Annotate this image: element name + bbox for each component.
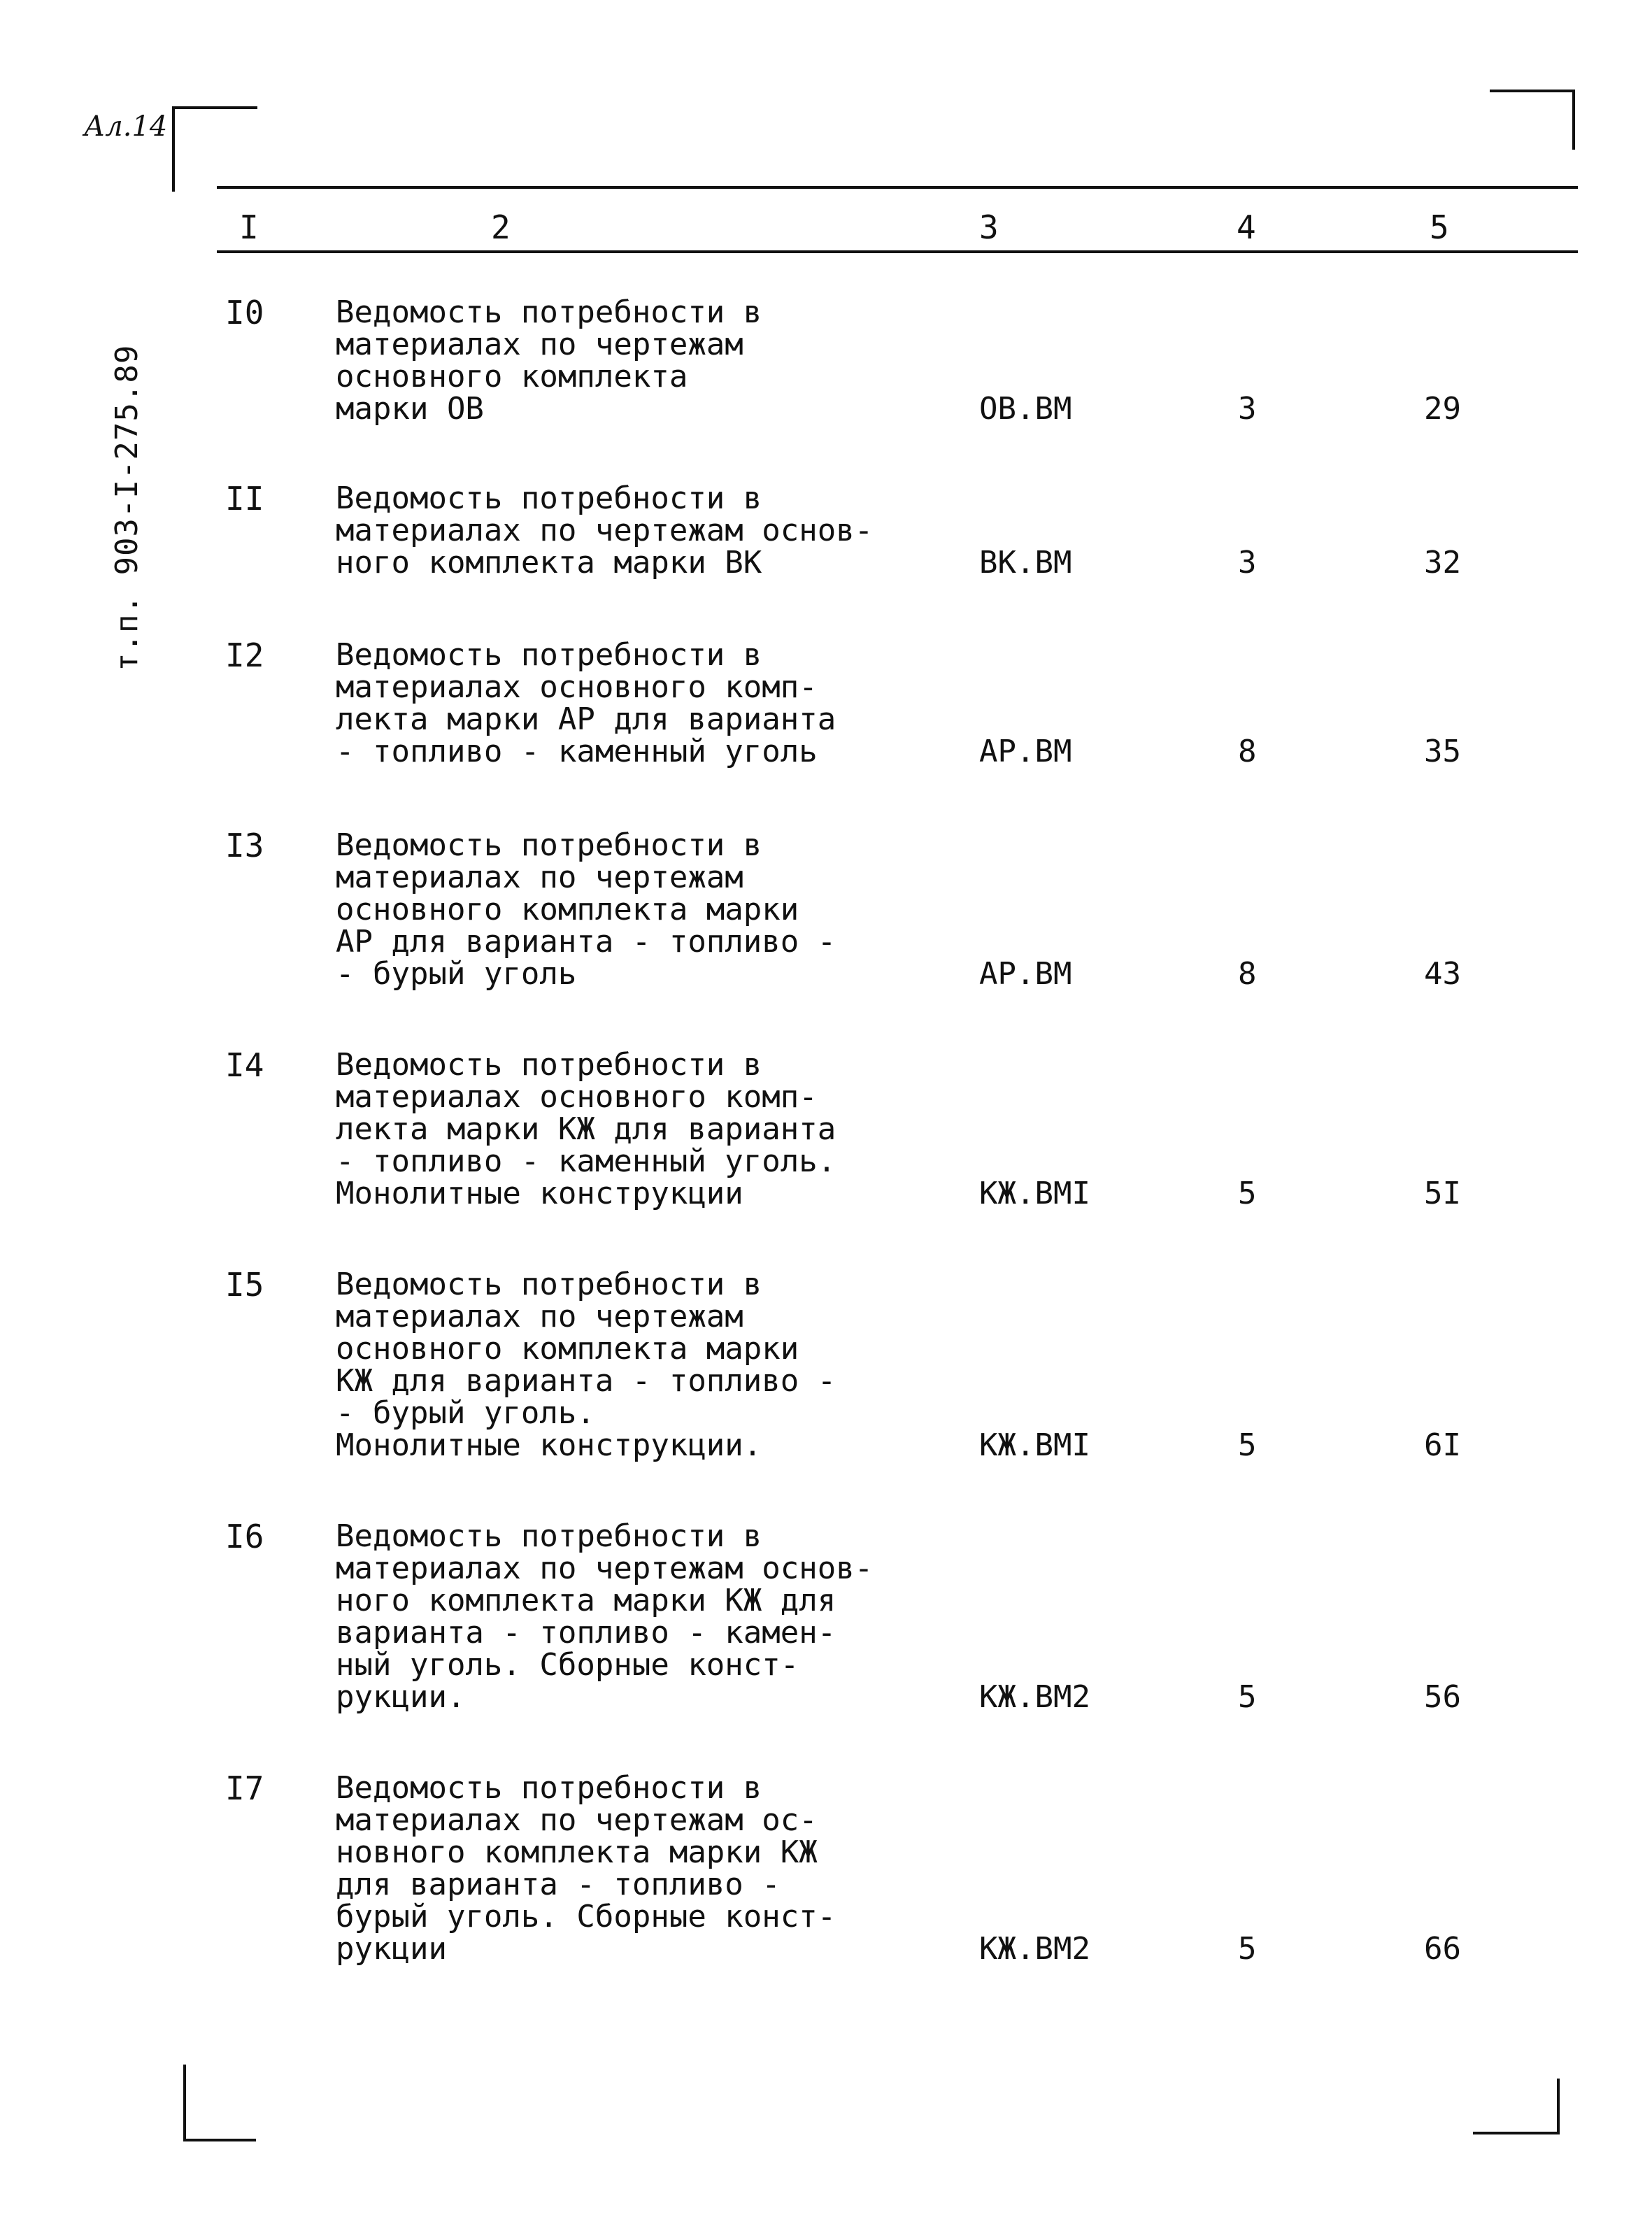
row-number: I5 <box>225 1266 264 1304</box>
table-top-rule <box>217 186 1578 189</box>
row-description: Ведомость потребности в материалах основного комп- лекта марки АР для варианта - топливо - каменный уголь <box>336 637 836 769</box>
row-number: I2 <box>225 636 264 674</box>
column-header-2: 2 <box>491 208 511 246</box>
row-code: КЖ.ВМI <box>979 1427 1090 1463</box>
row-sheets: 5 <box>1238 1176 1257 1211</box>
row-page: 32 <box>1424 545 1461 580</box>
row-page: 29 <box>1424 391 1461 427</box>
corner-mark-bottom-left <box>183 2065 256 2141</box>
table-row <box>0 829 1652 1004</box>
row-sheets: 5 <box>1238 1427 1257 1463</box>
row-page: 56 <box>1424 1679 1461 1715</box>
row-number: I0 <box>225 294 264 332</box>
column-header-3: 3 <box>979 208 999 246</box>
table-row <box>0 1769 1652 1975</box>
row-description: Ведомость потребности в материалах по чертежам основного комплекта марки КЖ для варианта - топливо - - бурый уголь. Монолитные конструкции. <box>336 1267 836 1463</box>
row-code: АР.ВМ <box>979 956 1072 992</box>
row-code: ВК.ВМ <box>979 545 1072 580</box>
row-sheets: 8 <box>1238 956 1257 992</box>
row-sheets: 5 <box>1238 1931 1257 1967</box>
row-number: I3 <box>225 827 264 864</box>
column-header-1: I <box>239 208 259 246</box>
row-page: 66 <box>1424 1931 1461 1967</box>
row-code: ОВ.ВМ <box>979 391 1072 427</box>
row-code: КЖ.ВМ2 <box>979 1679 1090 1715</box>
table-row <box>0 1046 1652 1224</box>
row-page: 43 <box>1424 956 1461 992</box>
table-row <box>0 294 1652 443</box>
row-code: КЖ.ВМ2 <box>979 1931 1090 1967</box>
corner-mark-top-left <box>172 106 257 192</box>
row-description: Ведомость потребности в материалах по чертежам основного комплекта марки АР для варианта - топливо - - бурый уголь <box>336 827 836 992</box>
row-number: II <box>225 480 264 518</box>
sheet-mark: Ал.14 <box>84 111 168 143</box>
row-number: I6 <box>225 1518 264 1555</box>
corner-mark-bottom-right <box>1473 2079 1560 2134</box>
row-description: Ведомость потребности в материалах по чертежам основ- ного комплекта марки КЖ для варианта - топливо - камен- ный уголь. Сборные конст- рукции. <box>336 1518 874 1715</box>
row-code: АР.ВМ <box>979 734 1072 769</box>
row-description: Ведомость потребности в материалах по чертежам ос- новного комплекта марки КЖ для варианта - топливо - бурый уголь. Сборные конст- рукции <box>336 1770 836 1967</box>
table-row <box>0 480 1652 594</box>
table-header-rule <box>217 250 1578 253</box>
row-sheets: 5 <box>1238 1679 1257 1715</box>
document-code: т.п. 903-I-275.89 <box>109 344 145 671</box>
column-header-5: 5 <box>1430 208 1449 246</box>
table-row <box>0 1520 1652 1723</box>
row-description: Ведомость потребности в материалах по чертежам основного комплекта марки ОВ <box>336 294 762 427</box>
table-row <box>0 1266 1652 1471</box>
row-page: 35 <box>1424 734 1461 769</box>
row-sheets: 3 <box>1238 391 1257 427</box>
row-description: Ведомость потребности в материалах по чертежам основ- ного комплекта марки ВК <box>336 480 874 580</box>
corner-mark-top-right <box>1490 90 1575 150</box>
row-page: 6I <box>1424 1427 1461 1463</box>
table-row <box>0 636 1652 786</box>
row-sheets: 8 <box>1238 734 1257 769</box>
row-number: I7 <box>225 1769 264 1807</box>
row-number: I4 <box>225 1046 264 1084</box>
column-header-4: 4 <box>1237 208 1256 246</box>
row-sheets: 3 <box>1238 545 1257 580</box>
row-page: 5I <box>1424 1176 1461 1211</box>
row-description: Ведомость потребности в материалах основного комп- лекта марки КЖ для варианта - топливо - каменный уголь. Монолитные конструкции <box>336 1047 836 1211</box>
row-code: КЖ.ВМI <box>979 1176 1090 1211</box>
